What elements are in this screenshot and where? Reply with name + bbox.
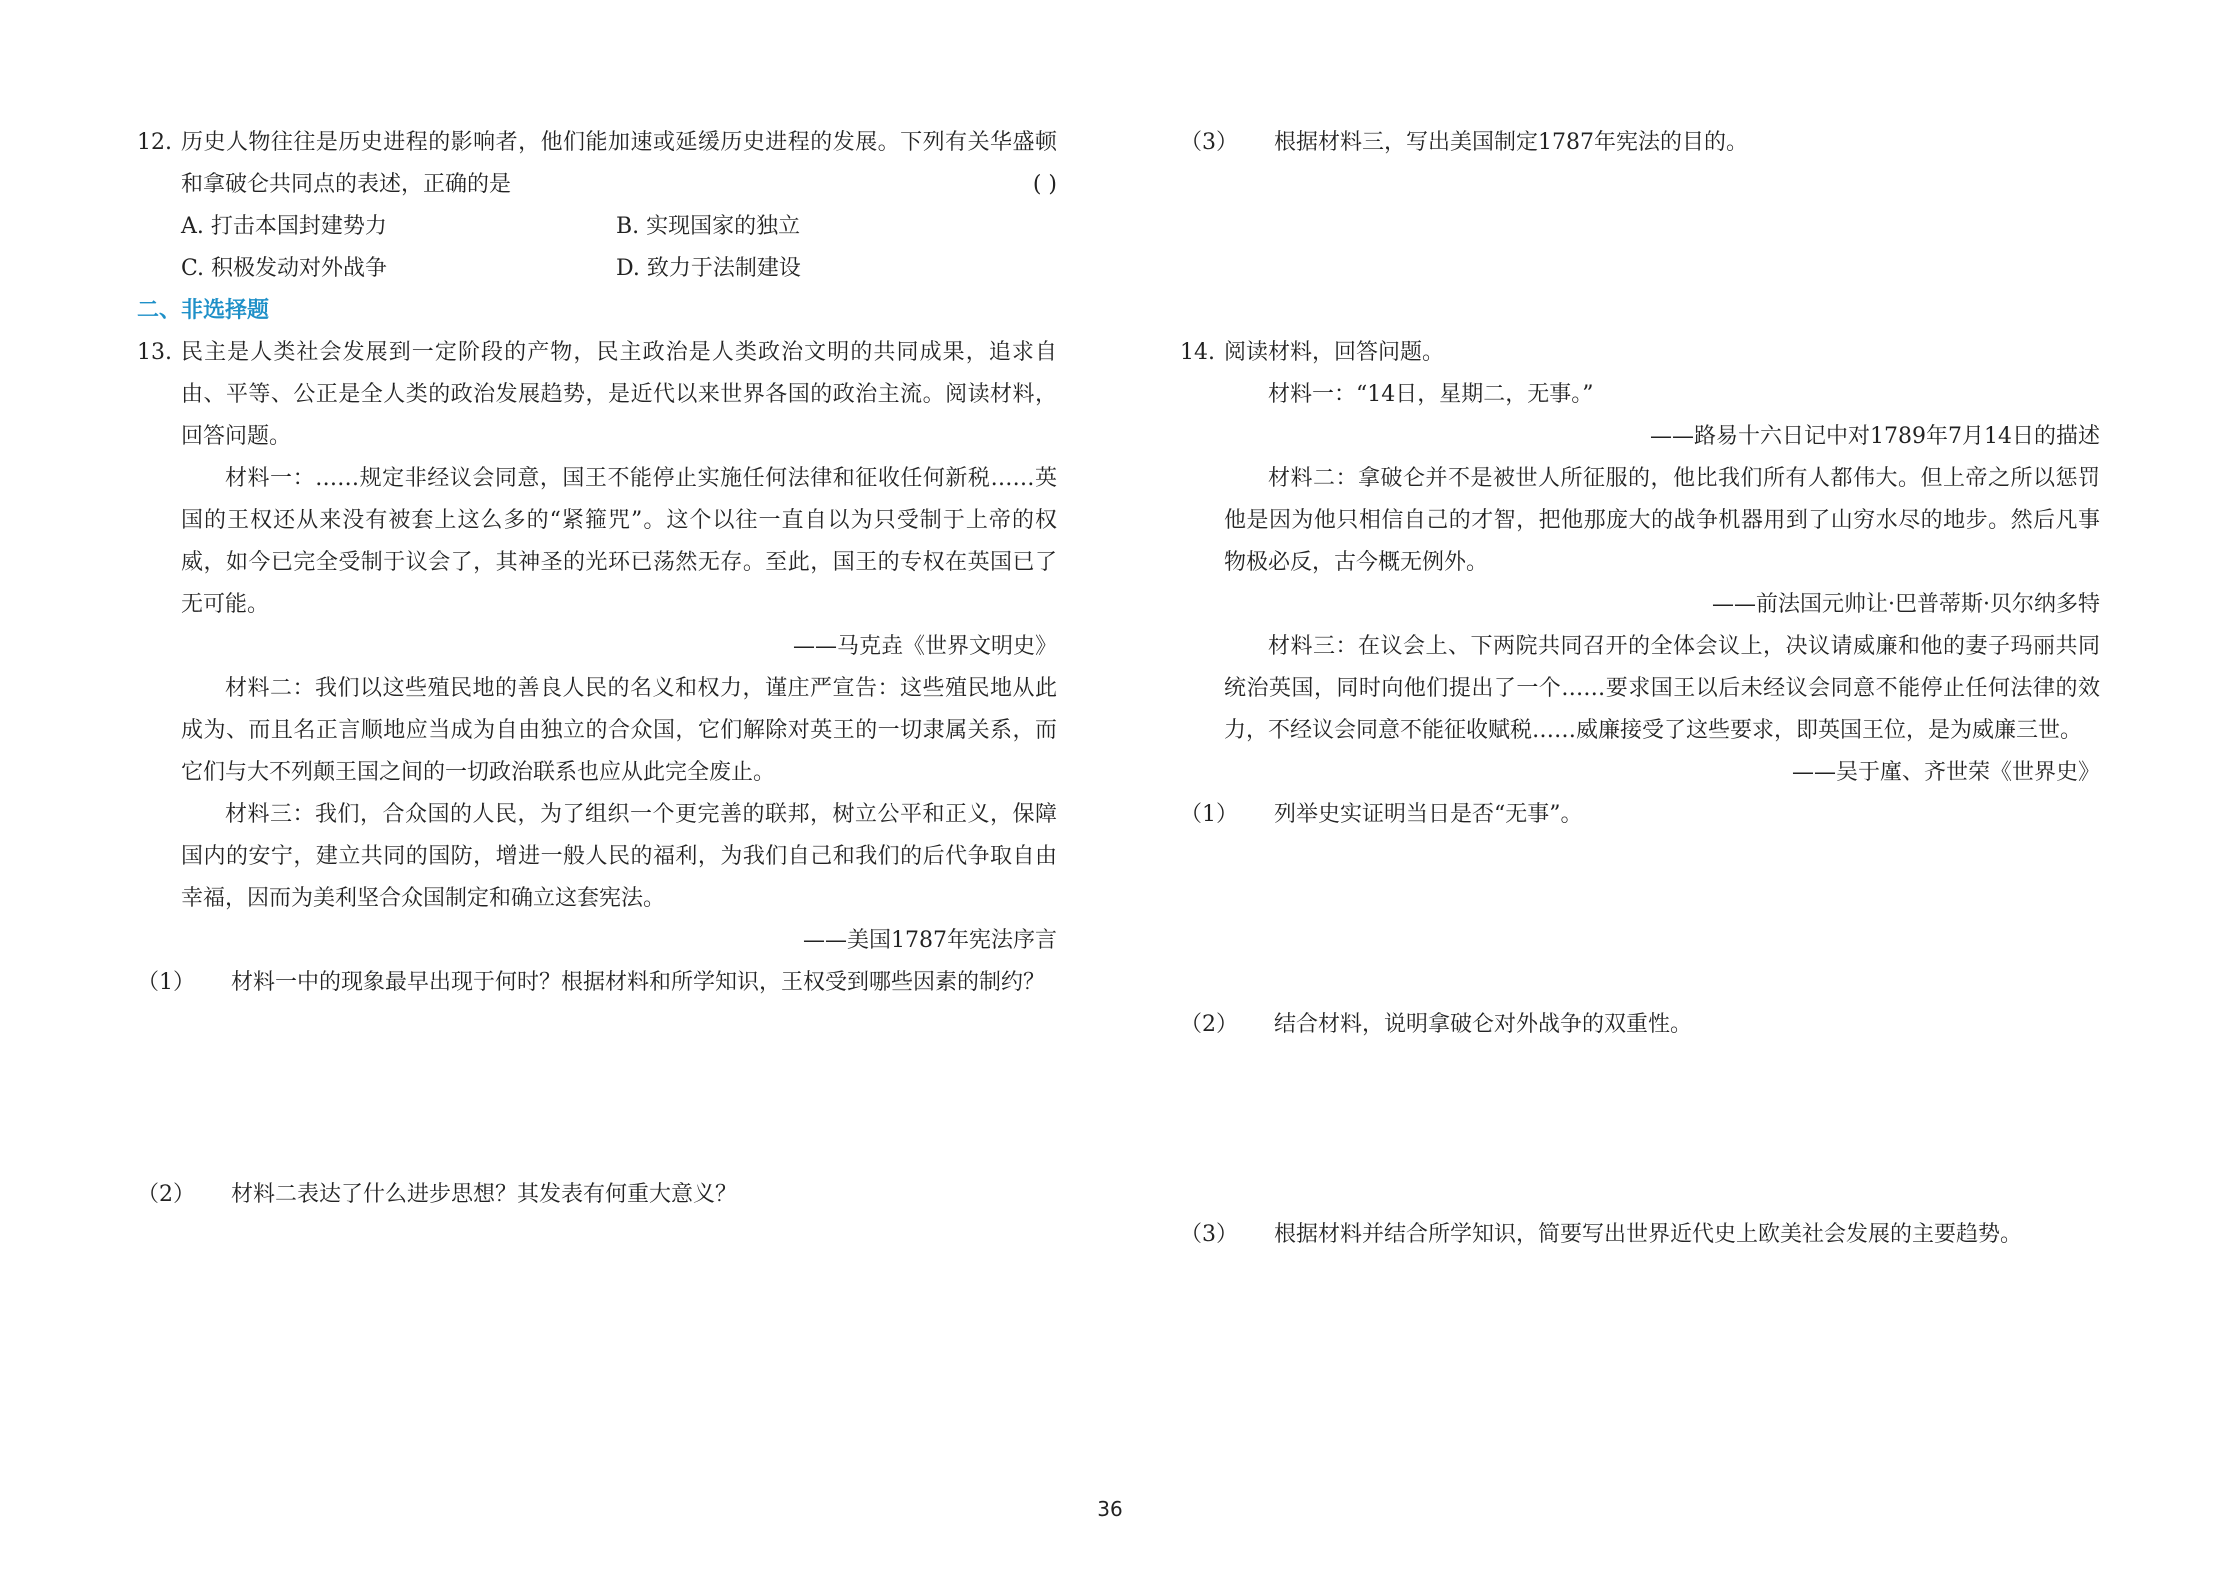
material-2: 材料二：我们以这些殖民地的善良人民的名义和权力，谨庄严宣告：这些殖民地从此成为、而且名正言顺地应当成为自由独立的合众国，它们解除对英王的一切隶属关系，而它们与大不列颠王国之间的一切政治联系也应从此完全废止。	[181, 676, 1057, 785]
sub-question-14-1: （1） 列举史实证明当日是否“无事”。	[1180, 794, 2100, 836]
answer-space	[1180, 836, 2100, 1004]
question-stem: 历史人物往往是历史进程的影响者，他们能加速或延缓历史进程的发展。下列有关华盛顿和拿破仑共同点的表述，正确的是	[181, 130, 1057, 197]
question-stem: 民主是人类社会发展到一定阶段的产物，民主政治是人类政治文明的共同成果，追求自由、平等、公正是全人类的政治发展趋势，是近代以来世界各国的政治主流。阅读材料，回答问题。	[181, 340, 1057, 449]
material-2: 材料二：拿破仑并不是被世人所征服的，他比我们所有人都伟大。但上帝之所以惩罚他是因为他只相信自己的才智，把他那庞大的战争机器用到了山穷水尽的地步。然后凡事物极必反，古今概无例外。	[1224, 466, 2100, 575]
question-13	[137, 332, 1057, 458]
question-number: 14.	[1180, 340, 1215, 365]
option-a: A. 打击本国封建势力	[181, 214, 387, 239]
section-title: 二、非选择题	[137, 298, 270, 323]
material-1-source: ——马克垚《世界文明史》	[792, 634, 1057, 659]
materials-13	[137, 458, 1057, 962]
question-number: 13.	[137, 340, 172, 365]
question-stem: 阅读材料，回答问题。	[1224, 340, 1445, 365]
material-3-source: ——吴于廑、齐世荣《世界史》	[1791, 760, 2100, 785]
material-3-source: ——美国1787年宪法序言	[803, 928, 1057, 953]
option-d: D. 致力于法制建设	[616, 256, 801, 281]
answer-bracket: ( )	[1032, 172, 1057, 197]
sub-question-text: 根据材料三，写出美国制定1787年宪法的目的。	[1274, 130, 1748, 155]
answer-space	[137, 1004, 1057, 1174]
material-2-source: ——前法国元帅让·巴普蒂斯·贝尔纳多特	[1712, 592, 2100, 617]
options-12	[137, 206, 1057, 290]
material-1-source: ——路易十六日记中对1789年7月14日的描述	[1650, 424, 2100, 449]
sub-question-text: 根据材料并结合所学知识，简要写出世界近代史上欧美社会发展的主要趋势。	[1274, 1222, 2023, 1247]
option-b: B. 实现国家的独立	[616, 214, 801, 239]
question-number: 12.	[137, 130, 172, 155]
answer-space	[1180, 1046, 2100, 1214]
sub-question-text: 结合材料，说明拿破仑对外战争的双重性。	[1274, 1012, 1693, 1037]
left-column	[137, 122, 1057, 1216]
sub-question-14-2: （2） 结合材料，说明拿破仑对外战争的双重性。	[1180, 1004, 2100, 1046]
materials-14	[1180, 374, 2100, 794]
sub-question-13-3: （3） 根据材料三，写出美国制定1787年宪法的目的。	[1180, 122, 2100, 164]
sub-question-text: 列举史实证明当日是否“无事”。	[1274, 802, 1583, 827]
material-3: 材料三：在议会上、下两院共同召开的全体会议上，决议请威廉和他的妻子玛丽共同统治英国，同时向他们提出了一个……要求国王以后未经议会同意不能停止任何法律的效力，不经议会同意不能征收赋税……威廉接受了这些要求，即英国王位，是为威廉三世。	[1224, 634, 2100, 743]
material-1: 材料一：……规定非经议会同意，国王不能停止实施任何法律和征收任何新税……英国的王权还从来没有被套上这么多的“紧箍咒”。这个以往一直自以为只受制于上帝的权威，如今已完全受制于议会了，其神圣的光环已荡然无存。至此，国王的专权在英国已了无可能。	[181, 466, 1057, 617]
sub-question-text: 材料一中的现象最早出现于何时？根据材料和所学知识，王权受到哪些因素的制约？	[231, 970, 1046, 995]
answer-space	[1180, 164, 2100, 332]
page-number: 36	[1097, 1497, 1123, 1521]
question-12	[137, 122, 1057, 206]
material-3: 材料三：我们，合众国的人民，为了组织一个更完善的联邦，树立公平和正义，保障国内的安宁，建立共同的国防，增进一般人民的福利，为我们自己和我们的后代争取自由幸福，因而为美利坚合众国制定和确立这套宪法。	[181, 802, 1057, 911]
sub-question-14-3: （3） 根据材料并结合所学知识，简要写出世界近代史上欧美社会发展的主要趋势。	[1180, 1214, 2100, 1256]
material-1: 材料一：“14日，星期二，无事。”	[1268, 382, 1594, 407]
sub-question-text: 材料二表达了什么进步思想？其发表有何重大意义？	[231, 1182, 738, 1207]
sub-question-13-2: （2） 材料二表达了什么进步思想？其发表有何重大意义？	[137, 1174, 1057, 1216]
question-14	[1180, 332, 2100, 374]
option-c: C. 积极发动对外战争	[181, 256, 388, 281]
right-column	[1180, 122, 2100, 1256]
sub-question-13-1: （1） 材料一中的现象最早出现于何时？根据材料和所学知识，王权受到哪些因素的制约？	[137, 962, 1057, 1004]
